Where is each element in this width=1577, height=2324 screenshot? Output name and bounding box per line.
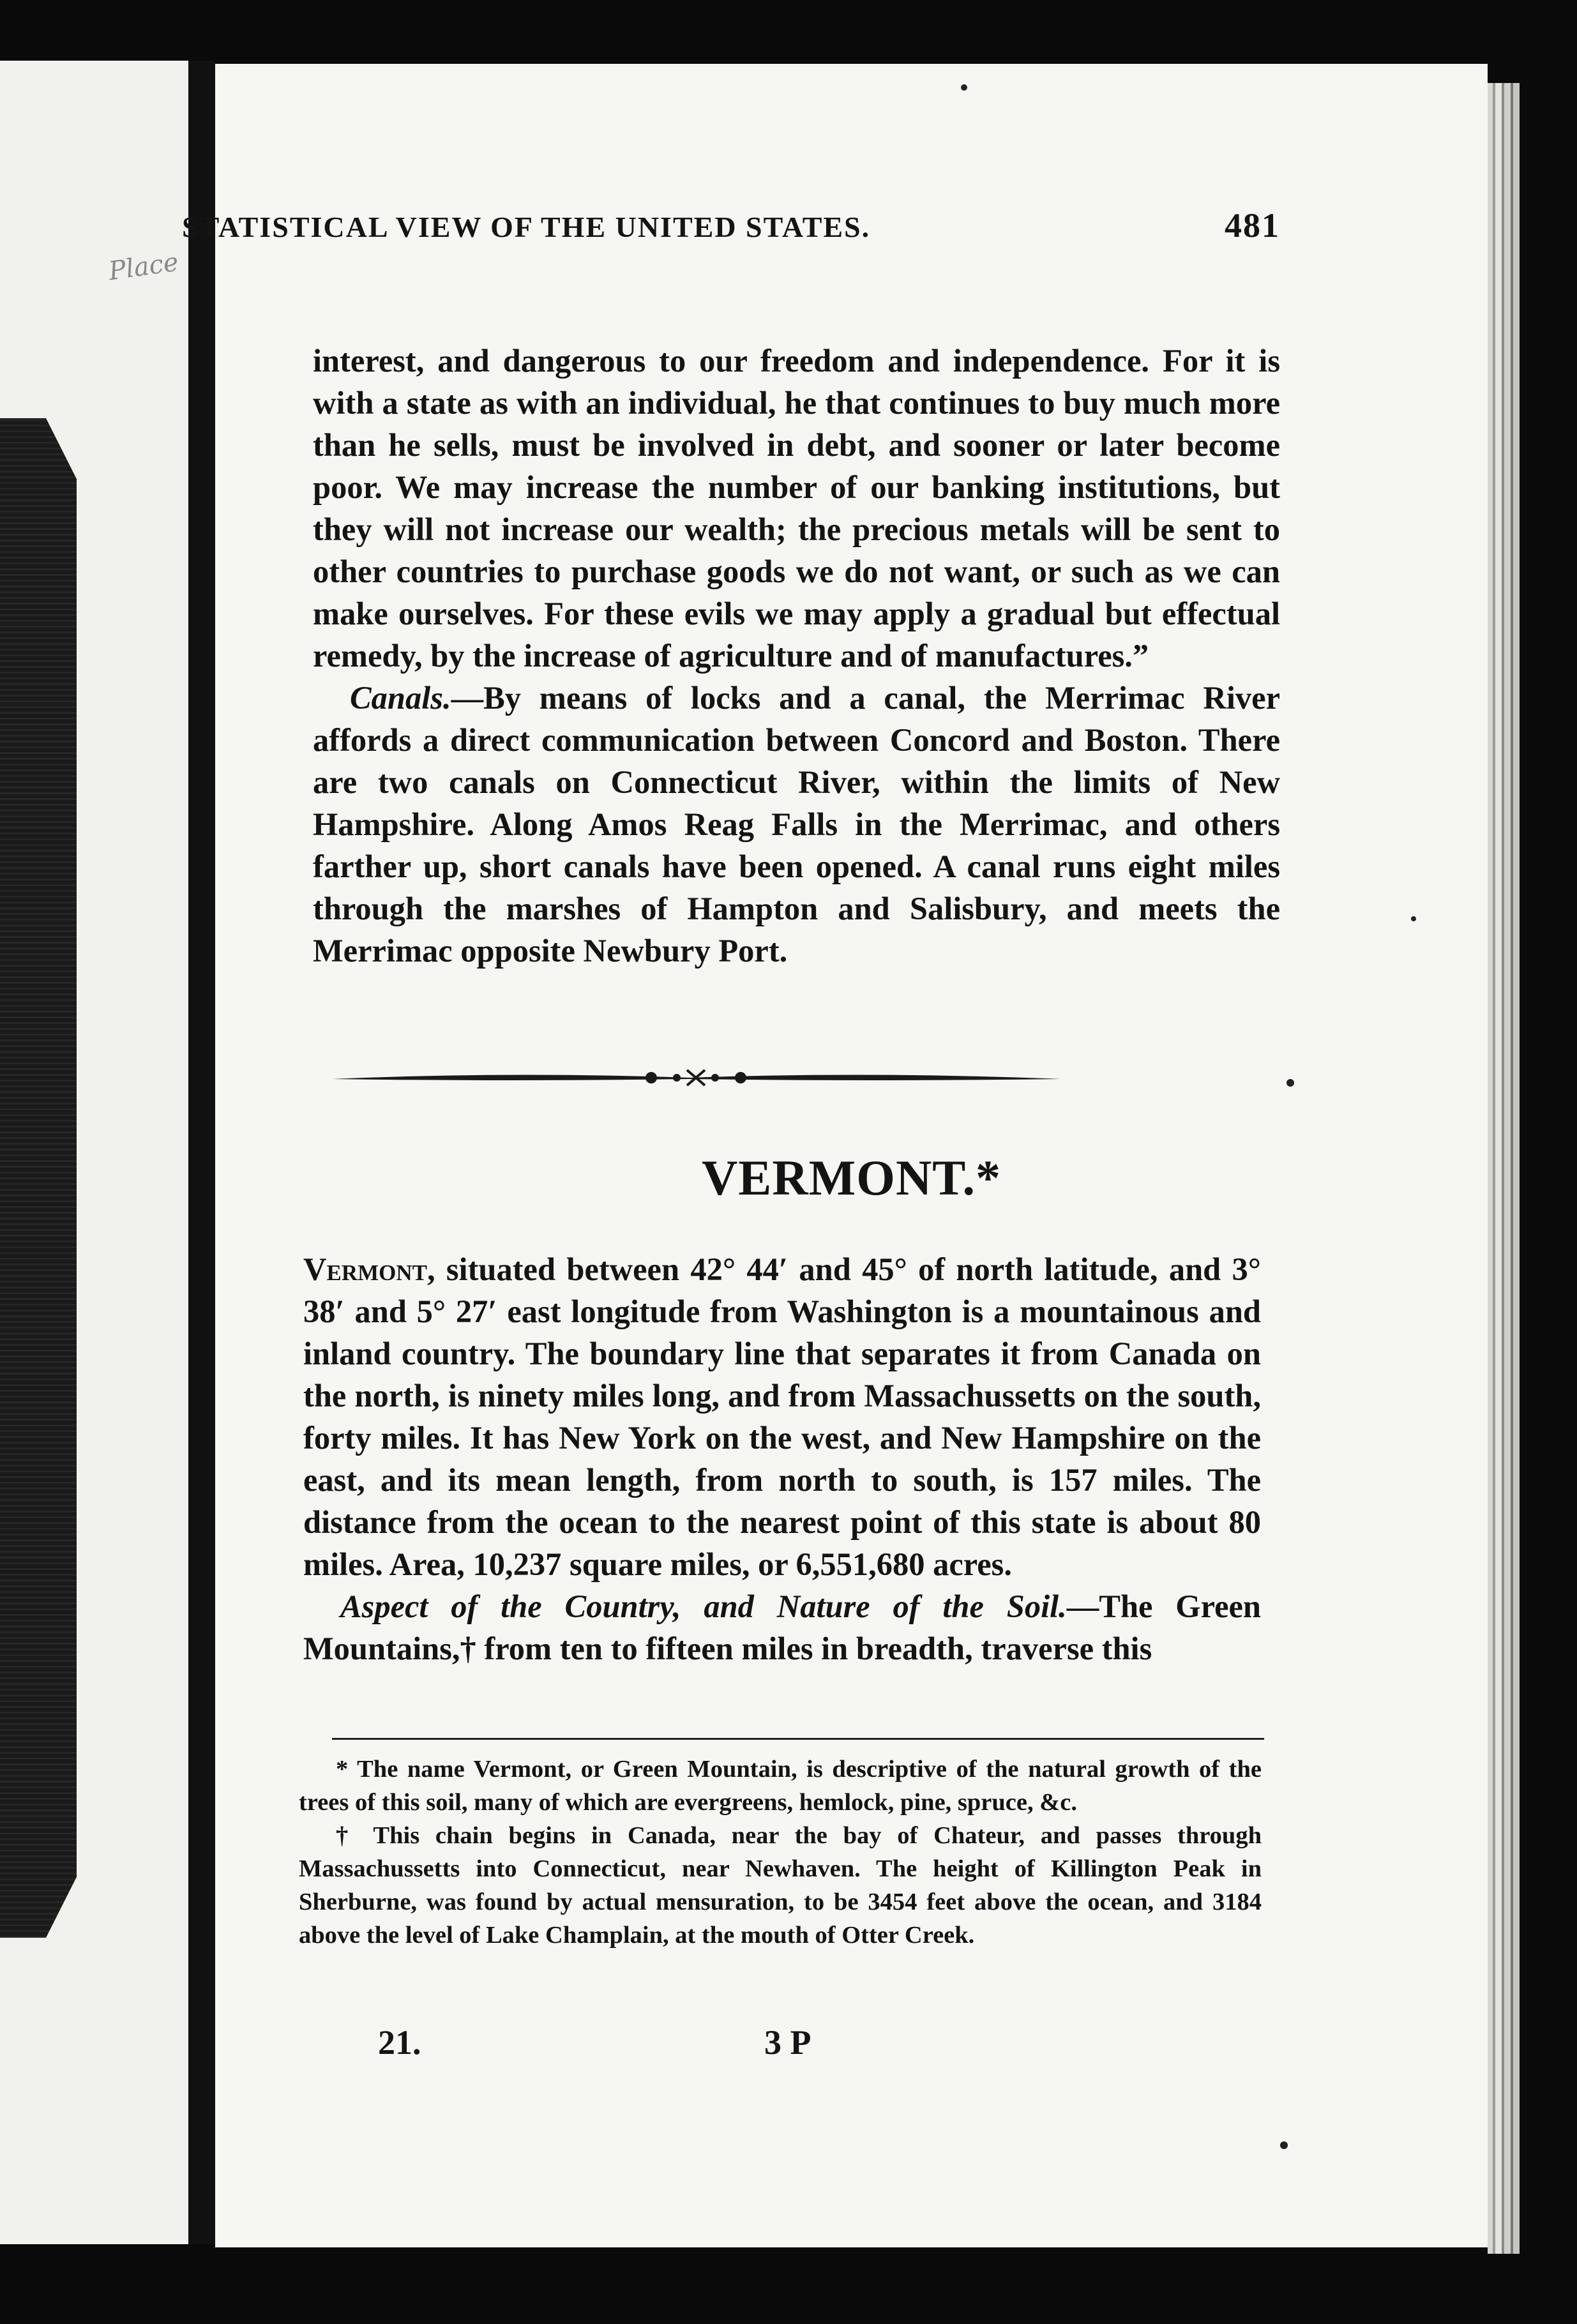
vermont-body bbox=[303, 1248, 1261, 1670]
gathering-mark: 3 P bbox=[764, 2023, 811, 2062]
footnote-green-mountains: † This chain begins in Canada, near the bay of Chateur, and passes through Massachussetts into Connecticut, near Newhaven. The height of Killington Peak in Sherburne, was found by actual mensuration, to be 3454 feet above the ocean, and 3184 above the level of Lake Champlain, at the mouth of Otter Creek. bbox=[299, 1822, 1262, 1949]
paragraph-canals bbox=[313, 677, 1280, 972]
paragraph-aspect bbox=[303, 1585, 1261, 1670]
paragraph-interest: interest, and dangerous to our freedom and independence. For it is with a state as with an individual, he that continues to buy much more than he sells, must be involved in debt, and sooner or later become poor. We may increase the number of our banking institutions, but they will not increase our wealth; the precious metals will be sent to other countries to purchase goods we do not want, or such as we can make ourselves. For these evils we may apply a gradual but effectual remedy, by the increase of agriculture and of manufactures.” bbox=[313, 343, 1280, 674]
page-edges bbox=[1488, 83, 1520, 2254]
paragraph-vermont-situation bbox=[303, 1248, 1261, 1585]
footnotes bbox=[299, 1753, 1262, 1952]
footnote-vermont-name: * The name Vermont, or Green Mountain, is descriptive of the natural growth of the trees of this soil, many of which are evergreens, hemlock, pine, spruce, &c. bbox=[299, 1756, 1262, 1816]
left-facing-page bbox=[0, 61, 188, 2244]
section-title-vermont: VERMONT.* bbox=[701, 1150, 1002, 1205]
canals-heading: Canals. bbox=[350, 680, 451, 716]
page-number: 481 bbox=[1225, 206, 1280, 245]
ink-speck bbox=[1411, 916, 1416, 921]
ink-speck bbox=[1280, 2141, 1288, 2149]
ink-speck bbox=[1286, 1079, 1294, 1087]
running-title: STATISTICAL VIEW OF THE UNITED STATES. bbox=[182, 211, 871, 243]
body-top bbox=[313, 340, 1280, 972]
section-divider-ornament bbox=[332, 1065, 1060, 1090]
canals-text: —By means of locks and a canal, the Merrimac River affords a direct communication between Concord and Boston. There are two canals on Connecticut River, within the limits of New Hampshire. Along Amos Reag Falls in the Merrimac, and others farther up, short canals have been opened. A canal runs eight miles through the marshes of Hampton and Salisbury, and meets the Merrimac opposite Newbury Port. bbox=[313, 680, 1280, 969]
volume-number: 21. bbox=[378, 2023, 421, 2062]
vermont-lead-word: Vermont bbox=[303, 1251, 427, 1287]
aspect-heading: Aspect of the Country, and Nature of the Soil. bbox=[340, 1588, 1067, 1624]
aspect-text: —The Green Mountains,† from ten to fifteen miles in breadth, traverse this bbox=[303, 1588, 1261, 1666]
ink-speck bbox=[961, 84, 967, 91]
left-page-engraved-plate bbox=[0, 418, 77, 1938]
left-page-margin-note: Place bbox=[107, 247, 181, 287]
book-gutter bbox=[188, 61, 215, 2244]
footnote-rule bbox=[332, 1738, 1264, 1740]
vermont-situation-text: , situated between 42° 44′ and 45° of north latitude, and 3° 38′ and 5° 27′ east longitude from Washington is a mountainous and inland country. The boundary line that separates it from Canada on the north, is ninety miles long, and from Massachussetts on the south, forty miles. It has New York on the west, and New Hampshire on the east, and its mean length, from north to south, is 157 miles. The distance from the ocean to the nearest point of this state is about 80 miles. Area, 10,237 square miles, or 6,551,680 acres. bbox=[303, 1251, 1261, 1582]
running-head bbox=[182, 206, 1280, 245]
